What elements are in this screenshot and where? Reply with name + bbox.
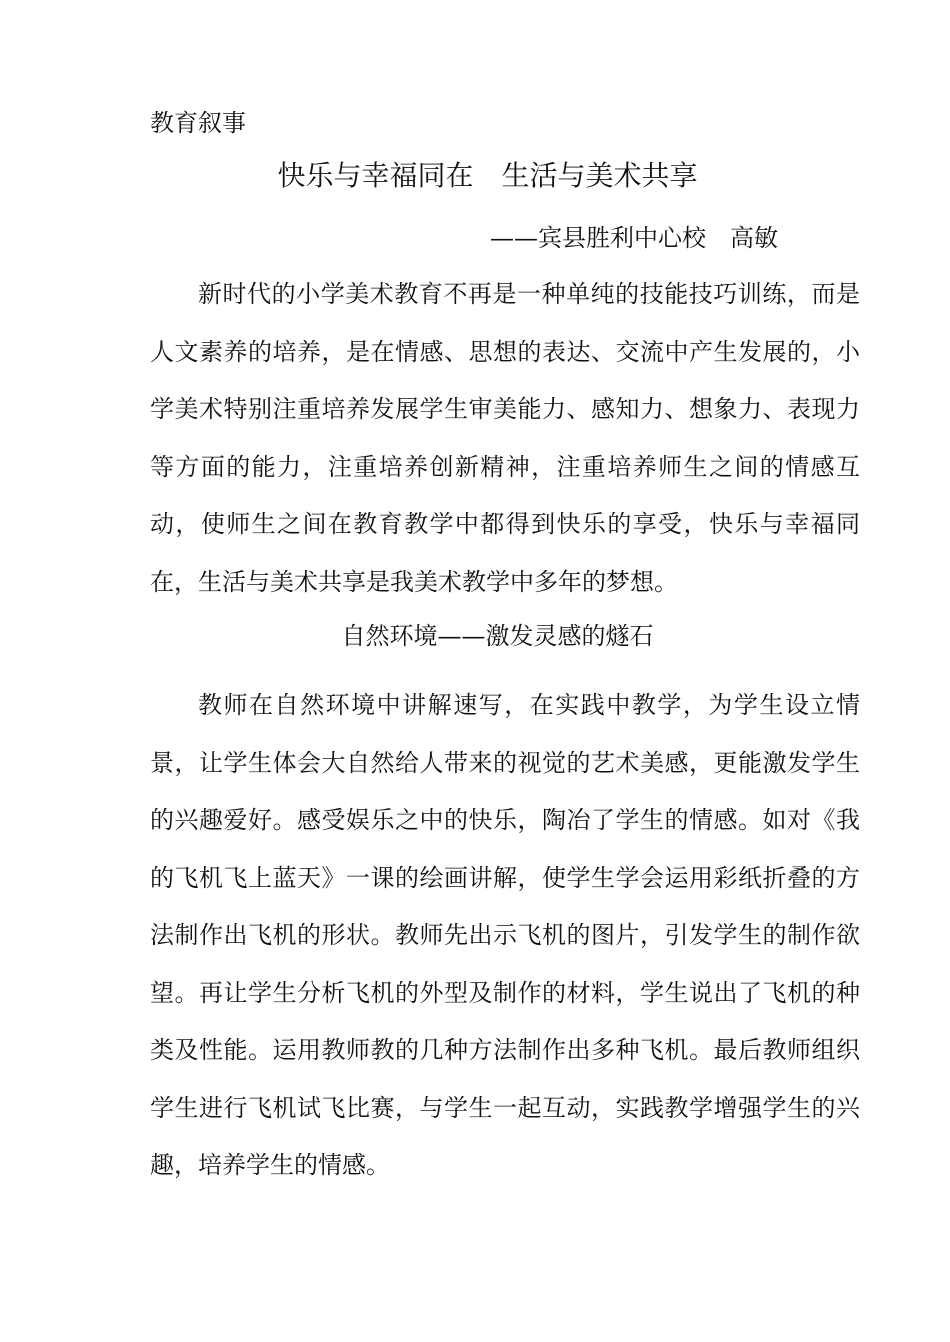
author-byline: ——宾县胜利中心校 高敏 — [490, 224, 778, 252]
document-title: 快乐与幸福同在 生活与美术共享 — [277, 159, 698, 192]
section-heading: 自然环境——激发灵感的燧石 — [341, 622, 654, 650]
body-paragraph-nature: 教师在自然环境中讲解速写，在实践中教学，为学生设立情景，让学生体会大自然给人带来的视觉的艺术美感，更能激发学生的兴趣爱好。感受娱乐之中的快乐，陶冶了学生的情感。如对《我的飞机飞上蓝天》一课的绘画讲解，使学生学会运用彩纸折叠的方法制作出飞机的形状。教师先出示飞机的图片，引发学生的制作欲望。再让学生分析飞机的外型及制作的材料，学生说出了飞机的种类及性能。运用教师教的几种方法制作出多种飞机。最后教师组织学生进行飞机试飞比赛，与学生一起互动，实践教学增强学生的兴趣，培养学生的情感。 — [150, 691, 860, 1179]
body-paragraph-intro: 新时代的小学美术教育不再是一种单纯的技能技巧训练，而是人文素养的培养，是在情感、思想的表达、交流中产生发展的，小学美术特别注重培养发展学生审美能力、感知力、想象力、表现力等方面的能力，注重培养创新精神，注重培养师生之间的情感互动，使师生之间在教育教学中都得到快乐的享受，快乐与幸福同在，生活与美术共享是我美术教学中多年的梦想。 — [150, 280, 860, 596]
genre-label: 教育叙事 — [150, 109, 246, 137]
